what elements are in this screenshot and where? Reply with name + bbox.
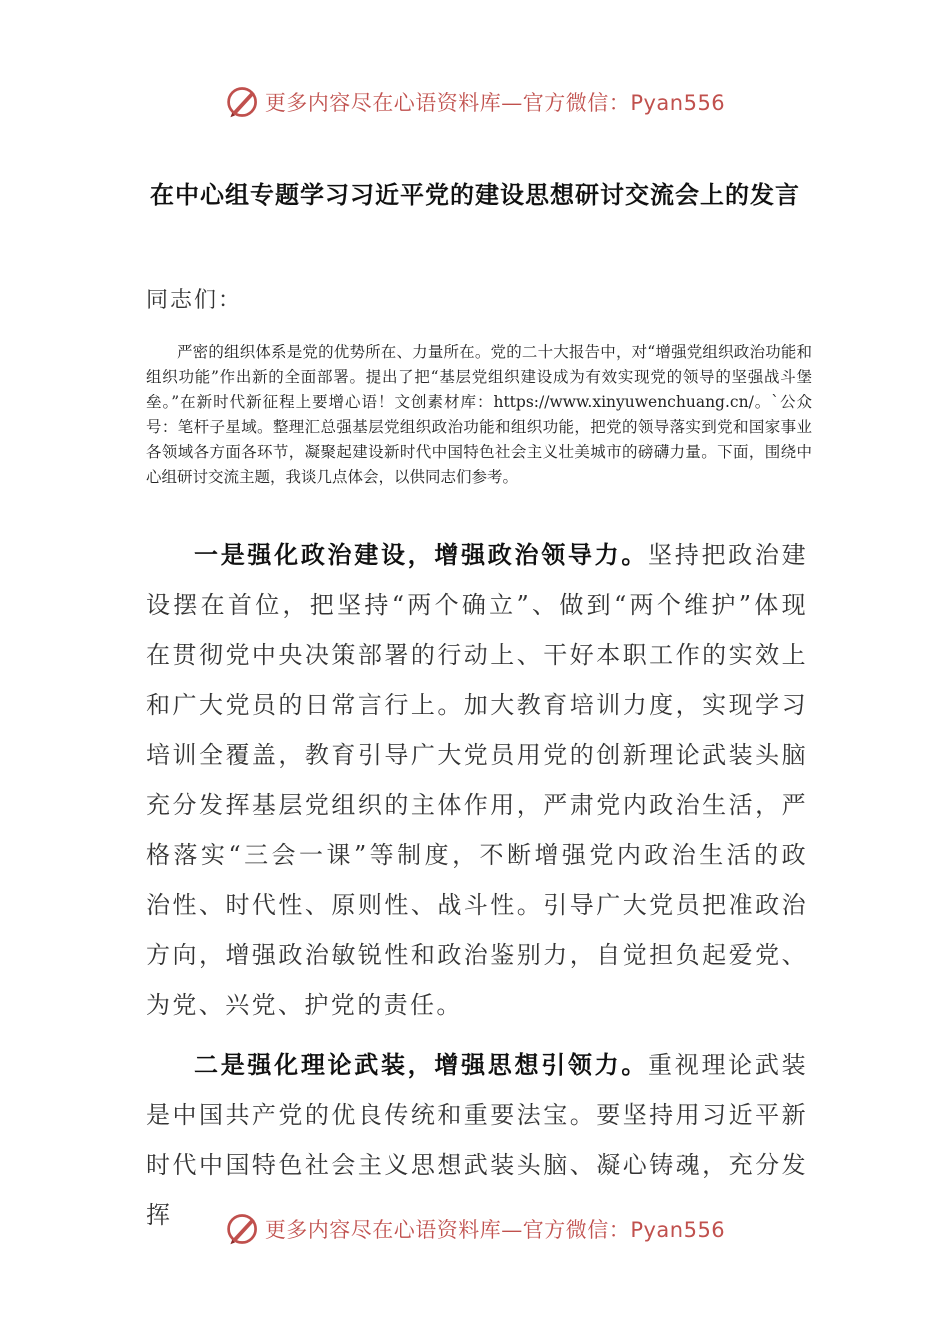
greeting: 同志们：	[146, 288, 243, 313]
pen-logo-icon	[225, 84, 261, 120]
banner-label: 更多内容尽在心语资料库—官方微信：	[264, 91, 631, 115]
banner-text	[265, 1214, 725, 1244]
section-2-body: 重视理论武装是中国共产党的优良传统和重要法宝。要坚持用习近平新时代中国特色社会主义思想武装头脑、凝心铸魂，充分发挥	[146, 1051, 808, 1229]
banner-label: 更多内容尽在心语资料库—官方微信：	[264, 1218, 631, 1242]
section-1-lead: 一是强化政治建设，增强政治领导力。	[194, 540, 649, 569]
section-paragraph-2	[146, 1040, 808, 1229]
banner-wechat-id: Pyan556	[630, 91, 726, 115]
section-2-lead: 二是强化理论武装，增强思想引领力。	[194, 1050, 649, 1079]
header-banner	[0, 80, 950, 124]
intro-paragraph: 严密的组织体系是党的优势所在、力量所在。党的二十大报告中，对“增强党组织政治功能和组织功能”作出新的全面部署。提出了把“基层党组织建设成为有效实现党的领导的坚强战斗堡垒。”在新时代新征程上要增心语！文创素材库：https://www.xinyuwenchuang.cn/。`公众号：笔杆子星域。整理汇总强基层党组织政治功能和组织功能，把党的领导落实到党和国家事业各领域各方面各环节，凝聚起建设新时代中国特色社会主义壮美城市的磅礴力量。下面，围绕中心组研讨交流主题，我谈几点体会，以供同志们参考。	[146, 343, 812, 486]
banner-wechat-id: Pyan556	[630, 1218, 726, 1242]
section-1-body: 坚持把政治建设摆在首位，把坚持“两个确立”、做到“两个维护”体现在贯彻党中央决策部署的行动上、干好本职工作的实效上和广大党员的日常言行上。加大教育培训力度，实现学习培训全覆盖，教育引导广大党员用党的创新理论武装头脑充分发挥基层党组织的主体作用，严肃党内政治生活，严格落实“三会一课”等制度，不断增强党内政治生活的政治性、时代性、原则性、战斗性。引导广大党员把准政治方向，增强政治敏锐性和政治鉴别力，自觉担负起爱党、为党、兴党、护党的责任。	[146, 541, 808, 1019]
section-paragraph-1	[146, 530, 808, 1030]
footer-banner	[0, 1207, 950, 1251]
document-title: 在中心组专题学习习近平党的建设思想研讨交流会上的发言	[150, 180, 800, 209]
banner-text	[265, 87, 725, 117]
pen-logo-icon	[225, 1211, 261, 1247]
